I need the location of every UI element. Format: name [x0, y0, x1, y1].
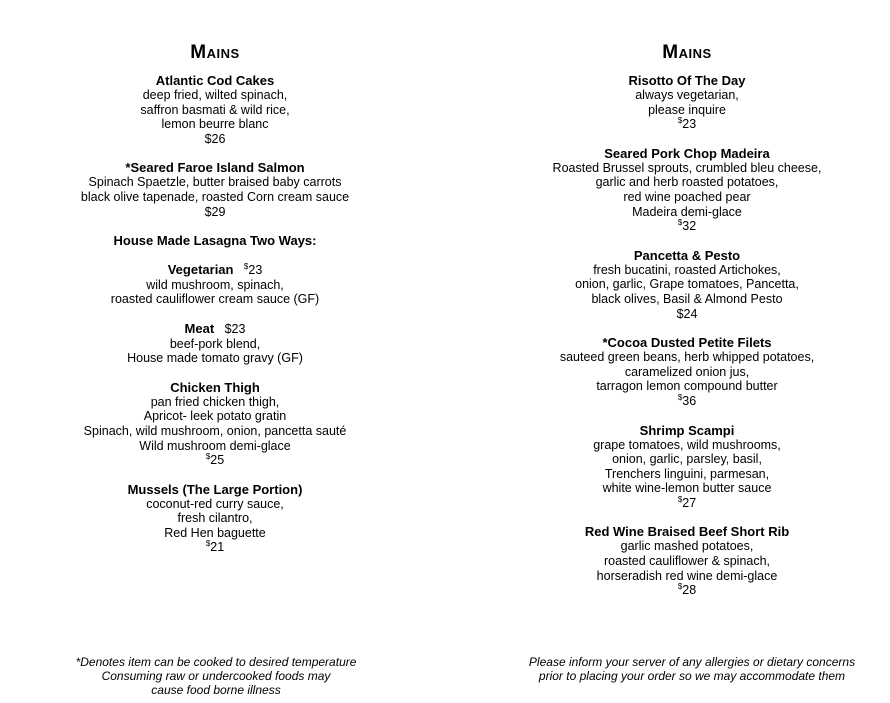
right-menu-column: [532, 43, 842, 612]
left-section-heading: Mains: [190, 42, 240, 63]
footer-line: *Denotes item can be cooked to desired temperature: [75, 655, 357, 669]
item-desc: garlic and herb roasted potatoes,: [595, 175, 779, 190]
menu-item: [60, 160, 370, 219]
item-desc: onion, garlic, Grape tomatoes, Pancetta,: [575, 277, 799, 292]
item-name: *Cocoa Dusted Petite Filets: [602, 335, 772, 351]
item-desc: Roasted Brussel sprouts, crumbled bleu cheese,: [552, 160, 822, 175]
item-desc: Wild mushroom demi-glace: [139, 438, 291, 453]
item-desc: onion, garlic, parsley, basil,: [612, 452, 762, 467]
menu-item: [532, 335, 842, 408]
menu-item: [60, 73, 370, 146]
item-desc: Madeira demi-glace: [632, 204, 742, 219]
item-desc: Spinach Spaetzle, butter braised baby carrots: [88, 175, 342, 190]
menu-item: [60, 482, 370, 555]
item-price: $36: [677, 392, 697, 408]
item-desc: white wine-lemon butter sauce: [602, 481, 772, 496]
lasagna-vegetarian: [60, 262, 370, 307]
left-menu-column: [60, 43, 370, 569]
item-name: Risotto Of The Day: [628, 73, 746, 88]
subitem-price: $23: [224, 321, 246, 336]
menu-item: [532, 524, 842, 597]
item-price: $32: [677, 218, 697, 234]
item-desc: grape tomatoes, wild mushrooms,: [593, 437, 781, 452]
item-name: Chicken Thigh: [170, 379, 260, 395]
menu-item: [532, 248, 842, 321]
left-footer-note: [36, 655, 396, 698]
item-desc: Spinach, wild mushroom, onion, pancetta sauté: [83, 423, 347, 438]
item-price: $26: [204, 131, 226, 146]
item-desc: horseradish red wine demi-glace: [596, 568, 778, 583]
lasagna-meat: [60, 321, 370, 366]
right-footer-note: [512, 655, 872, 683]
item-desc: saffron basmati & wild rice,: [140, 102, 290, 117]
item-name: Atlantic Cod Cakes: [155, 73, 275, 88]
menu-item: [532, 146, 842, 234]
footer-line: cause food borne illness: [151, 683, 281, 698]
item-desc: roasted cauliflower & spinach,: [603, 554, 771, 569]
item-desc: pan fried chicken thigh,: [150, 394, 280, 409]
item-desc: deep fried, wilted spinach,: [142, 88, 288, 102]
item-price: $23: [677, 116, 697, 132]
item-desc: please inquire: [648, 102, 726, 117]
footer-line: prior to placing your order so we may accommodate them: [538, 669, 846, 684]
footer-line: Consuming raw or undercooked foods may: [101, 669, 331, 684]
lasagna-group: [60, 233, 370, 366]
item-desc: Trenchers linguini, parmesan,: [604, 466, 770, 481]
item-desc: black olives, Basil & Almond Pesto: [591, 291, 783, 306]
menu-item: [532, 423, 842, 511]
item-desc: fresh bucatini, roasted Artichokes,: [593, 262, 781, 277]
item-desc: House made tomato gravy (GF): [127, 351, 303, 366]
item-desc: roasted cauliflower cream sauce (GF): [110, 292, 320, 307]
item-name: Shrimp Scampi: [639, 422, 735, 438]
item-desc: garlic mashed potatoes,: [620, 539, 754, 554]
item-desc: caramelized onion jus,: [624, 364, 750, 379]
item-price: $27: [677, 494, 697, 510]
menu-item: [60, 380, 370, 468]
item-desc: black olive tapenade, roasted Corn cream sauce: [80, 189, 350, 204]
item-desc: lemon beurre blanc: [161, 117, 269, 132]
item-price: $29: [204, 204, 226, 219]
item-desc: coconut-red curry sauce,: [146, 496, 284, 511]
item-desc: always vegetarian,: [635, 88, 739, 102]
item-desc: Red Hen baguette: [164, 525, 266, 540]
item-name: Seared Pork Chop Madeira: [604, 145, 770, 161]
subitem-name: Meat: [184, 320, 215, 336]
item-name: Mussels (The Large Portion): [127, 481, 303, 497]
subitem-name: Vegetarian: [167, 262, 234, 278]
menu-item: [532, 73, 842, 132]
item-name: Pancetta & Pesto: [633, 247, 741, 263]
item-desc: tarragon lemon compound butter: [596, 379, 778, 394]
currency-symbol: $: [243, 262, 249, 271]
item-name: *Seared Faroe Island Salmon: [125, 160, 305, 176]
item-desc: Apricot- leek potato gratin: [143, 409, 287, 424]
item-desc: red wine poached pear: [623, 189, 751, 204]
item-price: $24: [676, 306, 698, 321]
item-desc: beef-pork blend,: [169, 336, 261, 351]
item-price: $25: [205, 451, 225, 468]
item-desc: wild mushroom, spinach,: [146, 277, 284, 292]
footer-line: Please inform your server of any allergies or dietary concerns: [528, 655, 856, 669]
item-desc: sauteed green beans, herb whipped potatoes,: [559, 350, 815, 365]
item-price: $28: [677, 582, 697, 598]
item-name: Red Wine Braised Beef Short Rib: [584, 524, 790, 540]
item-desc: fresh cilantro,: [177, 511, 253, 526]
subitem-price: $23: [243, 262, 263, 278]
right-section-heading: Mains: [662, 42, 712, 63]
item-price: $21: [205, 539, 225, 555]
item-name: House Made Lasagna Two Ways:: [113, 233, 317, 249]
